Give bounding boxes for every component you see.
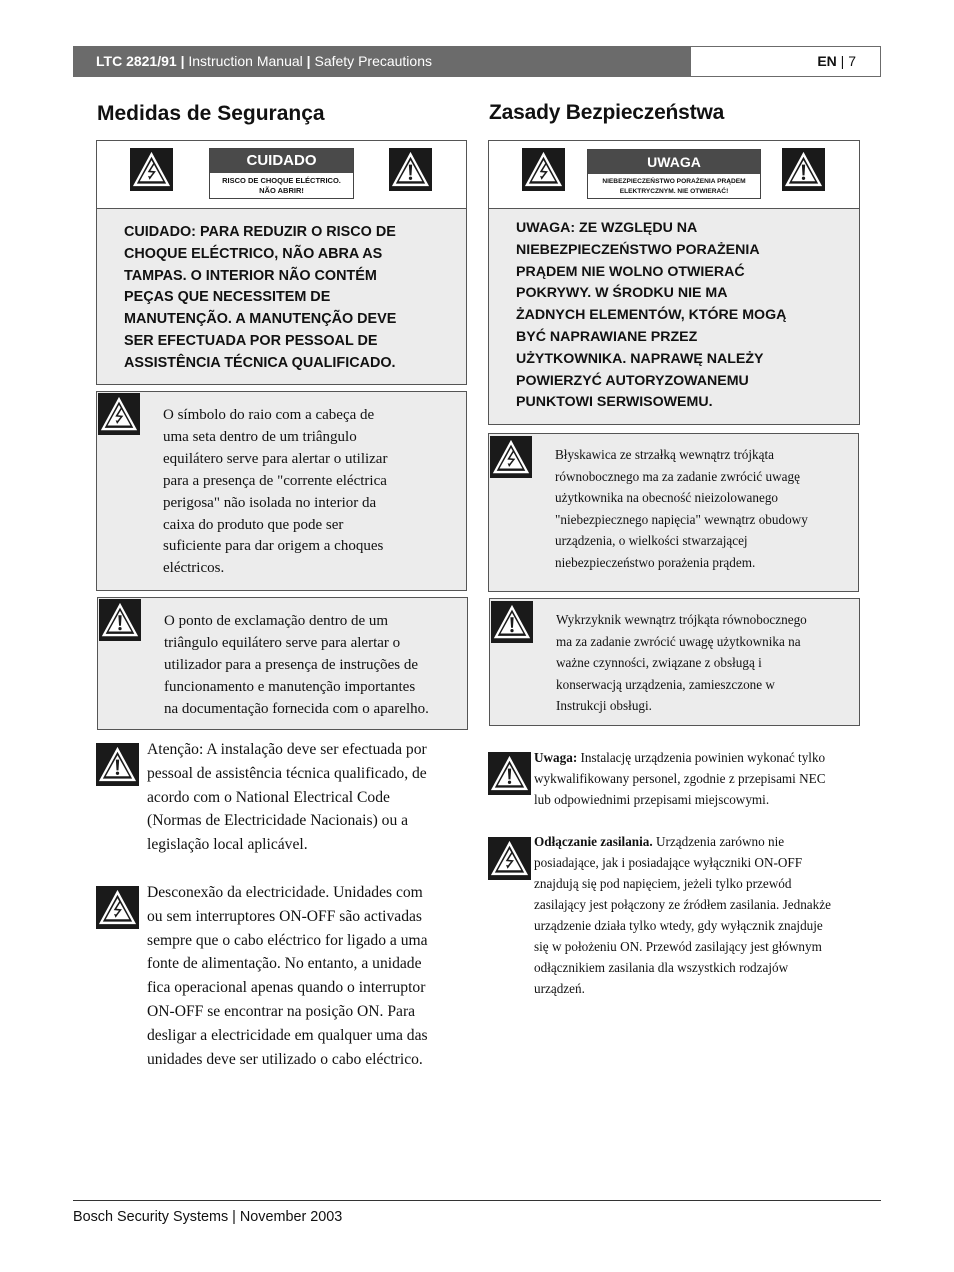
- lightning-warning-icon: [490, 436, 532, 478]
- text-line: fica operacional apenas quando o interruptor: [147, 979, 426, 997]
- text-line: funcionamento e manutenção importantes: [164, 678, 416, 695]
- text-line: ON-OFF se encontrar na posição ON. Para: [147, 1002, 416, 1020]
- pl-disconnect-rest: Urządzenia zarówno nie: [652, 834, 785, 849]
- text-line: sempre que o cabo eléctrico for ligado a uma: [147, 931, 428, 949]
- pt-exclamation-box: [97, 597, 468, 730]
- pl-caution-label-head: UWAGA: [588, 150, 760, 174]
- text-line: ważne czynności, związane z obsługą i: [556, 655, 762, 671]
- text-line: urządzenie działa tylko wtedy, gdy wyłącznik znajduje: [534, 918, 823, 933]
- text-line: UWAGA: ZE WZGLĘDU NA: [516, 220, 698, 236]
- text-line: na documentação fornecida com o aparelho.: [164, 700, 429, 717]
- pt-caution-header: [97, 141, 466, 209]
- header-page-info: [691, 47, 880, 76]
- pl-attention-rest: Instalację urządzenia powinien wykonać tylko: [577, 750, 826, 765]
- pl-caution-header: [489, 141, 859, 209]
- footer-divider: [73, 1200, 881, 1201]
- section-title-pt: Medidas de Segurança: [97, 102, 325, 125]
- text-line: konserwacją urządzenia, zamieszczone w: [556, 676, 775, 692]
- exclamation-warning-icon: [488, 752, 531, 795]
- text-line: O símbolo do raio com a cabeça de: [163, 407, 375, 423]
- text-line: desligar a electricidade em qualquer uma das: [147, 1026, 428, 1044]
- footer-date: November 2003: [239, 1209, 343, 1225]
- exclamation-warning-icon: [782, 148, 825, 191]
- text-line: ASSISTÊNCIA TÉCNICA QUALIFICADO.: [124, 354, 396, 371]
- text-line: Desconexão da electricidade. Unidades com: [147, 884, 423, 901]
- footer-company: Bosch Security Systems: [73, 1209, 229, 1225]
- pt-exclamation-text: [164, 611, 429, 721]
- pl-attention-paragraph: [534, 747, 826, 810]
- exclamation-warning-icon: [99, 599, 141, 641]
- text-line: "niebezpiecznego napięcia" wewnątrz obudowy: [555, 511, 808, 527]
- text-line: O ponto de exclamação dentro de um: [164, 613, 389, 629]
- header-page-number: 7: [848, 53, 856, 69]
- lightning-warning-icon: [488, 837, 531, 880]
- text-line: ŻADNYCH ELEMENTÓW, KTÓRE MOGĄ: [516, 307, 787, 324]
- text-line: lub odpowiednimi przepisami miejscowymi.: [534, 792, 770, 807]
- text-line: ou sem interruptores ON-OFF são activadas: [147, 907, 422, 925]
- pt-caution-box: [96, 140, 467, 385]
- text-line: PEÇAS QUE NECESSITEM DE: [124, 289, 331, 306]
- text-line: posiadające, jak i posiadające wyłączniki ON-OFF: [534, 855, 803, 870]
- text-line: unidades deve ser utilizado o cabo eléctrico.: [147, 1050, 423, 1068]
- text-line: urządzenia, o wielkości stwarzającej: [555, 533, 748, 549]
- text-line: [534, 747, 826, 768]
- lightning-warning-icon: [96, 886, 139, 929]
- text-line: pessoal de assistência técnica qualificado, de: [147, 764, 427, 782]
- lightning-warning-icon: [130, 148, 173, 191]
- text-line: NIEBEZPIECZEŃSTWO PORAŻENIA: [516, 241, 760, 258]
- pt-lightning-box: [96, 391, 467, 591]
- text-line: [534, 831, 831, 852]
- text-line: fonte de alimentação. No entanto, a unidade: [147, 955, 422, 973]
- pl-caution-label-sub-line: ELEKTRYCZNYM. NIE OTWIERAĆ!: [619, 188, 729, 195]
- pt-lightning-text: [163, 405, 387, 580]
- text-line: wykwalifikowany personel, zgodnie z przepisami NEC: [534, 771, 826, 786]
- pl-caution-label: [587, 149, 761, 199]
- text-line: suficiente para dar origem a choques: [163, 538, 384, 555]
- pl-caution-box: [488, 140, 860, 425]
- text-line: POKRYWY. W ŚRODKU NIE MA: [516, 285, 728, 302]
- text-line: caixa do produto que pode ser: [163, 516, 344, 533]
- pl-disconnect-bold: Odłączanie zasilania.: [534, 834, 653, 849]
- text-line: użytkownika na obecność nieizolowanego: [555, 490, 779, 506]
- text-line: Wykrzyknik wewnątrz trójkąta równobocznego: [556, 612, 807, 627]
- exclamation-warning-icon: [491, 601, 533, 643]
- text-line: Atenção: A instalação deve ser efectuada por: [147, 741, 427, 758]
- pt-caution-label-sub-line: RISCO DE CHOQUE ELÉCTRICO.: [222, 176, 341, 185]
- pl-caution-label-sub-line: NIEBEZPIECZEŃSTWO PORAŻENIA PRĄDEM: [602, 178, 746, 185]
- text-line: UŻYTKOWNIKA. NAPRAWĘ NALEŻY: [516, 350, 764, 367]
- text-line: PUNKTOWI SERWISOWEMU.: [516, 394, 713, 411]
- text-line: SER EFECTUADA POR PESSOAL DE: [124, 332, 378, 349]
- text-line: perigosa" não isolada no interior da: [163, 494, 377, 511]
- exclamation-warning-icon: [389, 148, 432, 191]
- text-line: równobocznego ma za zadanie zwrócić uwagę: [555, 468, 800, 484]
- text-line: niebezpieczeństwo porażenia prądem.: [555, 554, 756, 570]
- text-line: acordo com o National Electrical Code: [147, 788, 390, 806]
- pl-lightning-text: [555, 444, 808, 574]
- section-title-pl: Zasady Bezpieczeństwa: [489, 101, 725, 124]
- text-line: (Normas de Electricidade Nacionais) ou a: [147, 812, 409, 830]
- text-line: para a presença de "corrente eléctrica: [163, 472, 387, 489]
- text-line: utilizador para a presença de instruções de: [164, 656, 419, 673]
- pt-caution-label: [209, 148, 354, 199]
- pt-caution-label-head: CUIDADO: [210, 149, 353, 173]
- pt-caution-text: [124, 222, 396, 375]
- text-line: urządzeń.: [534, 981, 585, 996]
- text-line: zasilający jest połączony ze źródłem zasilania. Jednakże: [534, 897, 831, 912]
- lightning-warning-icon: [522, 148, 565, 191]
- page-header: [73, 46, 881, 77]
- footer-separator: |: [232, 1209, 236, 1225]
- text-line: znajdują się pod napięciem, jeżeli tylko przewód: [534, 876, 792, 891]
- pt-caution-label-sub: [210, 173, 353, 196]
- text-line: MANUTENÇÃO. A MANUTENÇÃO DEVE: [124, 311, 397, 328]
- header-model: LTC 2821/91: [96, 53, 177, 69]
- exclamation-warning-icon: [96, 743, 139, 786]
- header-section: Safety Precautions: [314, 53, 432, 69]
- header-separator: |: [306, 53, 311, 69]
- pl-attention-bold: Uwaga:: [534, 750, 578, 765]
- page-footer: [73, 1209, 342, 1225]
- header-language: EN: [817, 53, 837, 69]
- text-line: odłącznikiem zasilania dla wszystkich rodzajów: [534, 960, 789, 975]
- pl-lightning-box: [488, 433, 859, 592]
- text-line: CUIDADO: PARA REDUZIR O RISCO DE: [124, 224, 396, 240]
- text-line: BYĆ NAPRAWIANE PRZEZ: [516, 328, 698, 345]
- pl-exclamation-box: [489, 598, 860, 726]
- lightning-warning-icon: [98, 393, 140, 435]
- text-line: legislação local aplicável.: [147, 836, 308, 854]
- text-line: Instrukcji obsługi.: [556, 698, 652, 714]
- header-separator: |: [180, 53, 185, 69]
- pt-disconnect-paragraph: [147, 881, 428, 1071]
- text-line: CHOQUE ELÉCTRICO, NÃO ABRA AS: [124, 245, 383, 262]
- pt-caution-label-sub-line: NÃO ABRIR!: [259, 186, 304, 195]
- pl-exclamation-text: [556, 609, 807, 717]
- text-line: się w położeniu ON. Przewód zasilający jest głównym: [534, 939, 822, 954]
- text-line: PRĄDEM NIE WOLNO OTWIERAĆ: [516, 263, 745, 280]
- text-line: eléctricos.: [163, 560, 225, 577]
- pl-caution-text: [516, 218, 786, 414]
- text-line: TAMPAS. O INTERIOR NÃO CONTÉM: [124, 267, 377, 284]
- text-line: POWIERZYĆ AUTORYZOWANEMU: [516, 372, 749, 389]
- text-line: equilátero serve para alertar o utilizar: [163, 450, 388, 467]
- pl-disconnect-paragraph: [534, 831, 831, 999]
- pt-attention-paragraph: [147, 738, 427, 857]
- text-line: Błyskawica ze strzałką wewnątrz trójkąta: [555, 447, 774, 462]
- header-separator: |: [840, 53, 845, 69]
- pl-caution-label-sub: [588, 174, 760, 197]
- header-manual: Instruction Manual: [188, 53, 303, 69]
- header-breadcrumb: [74, 47, 691, 76]
- text-line: uma seta dentro de um triângulo: [163, 428, 357, 445]
- text-line: triângulo equilátero serve para alertar o: [164, 634, 401, 651]
- text-line: ma za zadanie zwrócić uwagę użytkownika na: [556, 633, 801, 649]
